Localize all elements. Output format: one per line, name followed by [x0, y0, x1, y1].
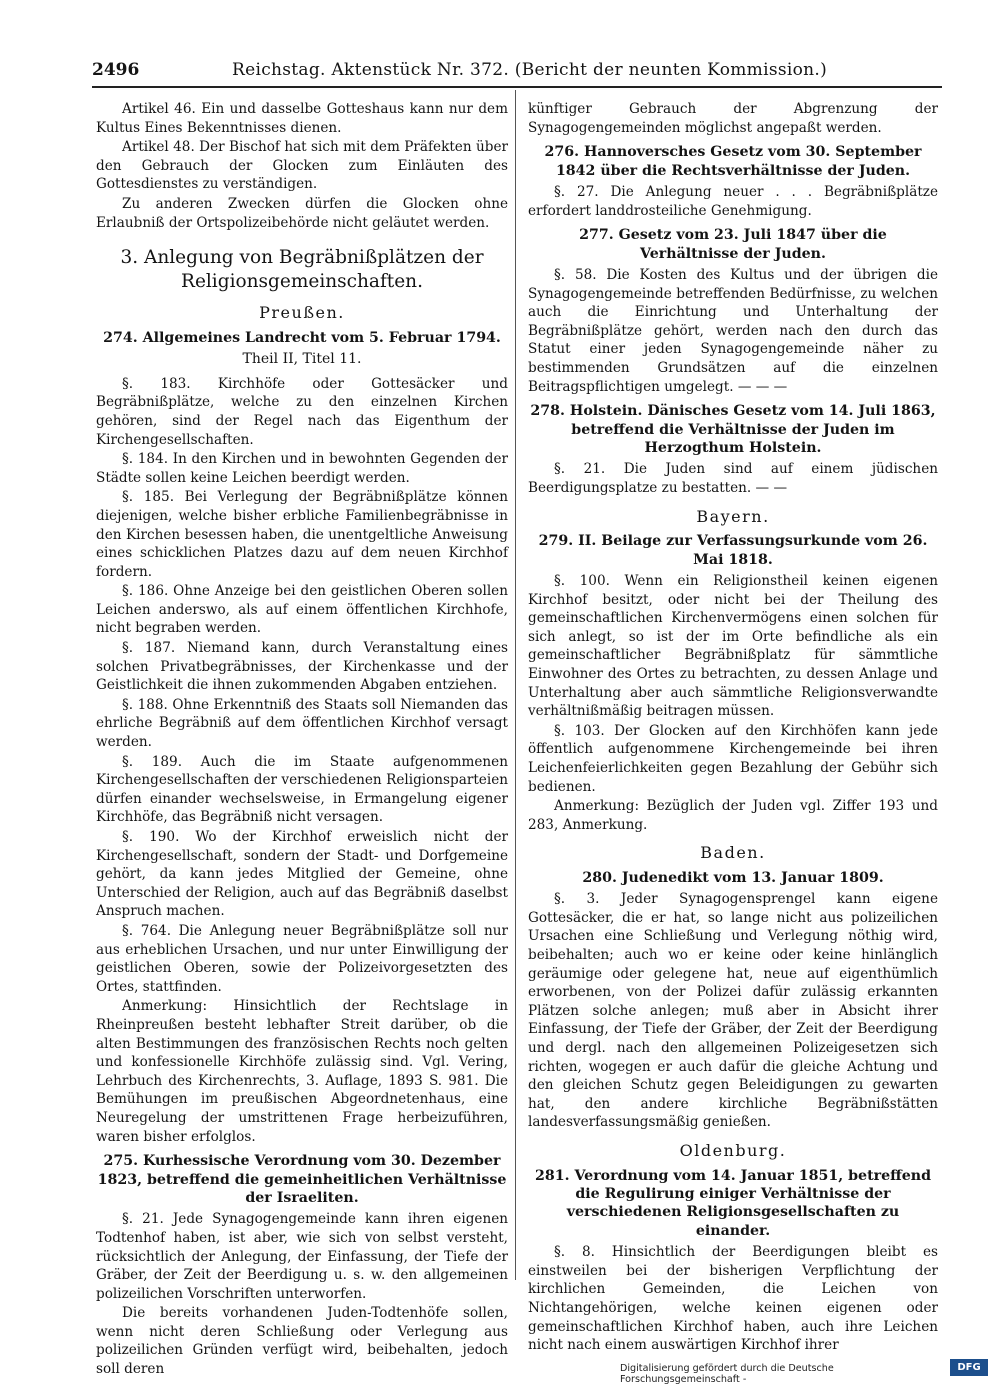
section-183: §. 183. Kirchhöfe oder Gottesäcker und Begräbnißplätze, welche zu den einzelnen Kirchen gehören, sind der Regel nach das Eigenthum der Kirchengesellschaften.: [96, 375, 508, 448]
section-187: §. 187. Niemand kann, durch Veranstaltung eines solchen Privatbegräbnisses, der Kirchenkasse und der Geistlichkeit die ihnen zukommenden Abgaben entziehen.: [96, 640, 508, 694]
paragraph: Zu anderen Zwecken dürfen die Glocken ohne Erlaubniß der Ortspolizeibehörde nicht geläutet werden.: [96, 195, 508, 231]
section-3: §. 3. Jeder Synagogensprengel kann eigene Gottesäcker, die er hat, so lange nicht aus polizeilichen Ursachen eine Schließung und Verlegung nöthig wird, beibehalten; auch wo er keine oder keine hinlänglich geräumige oder gelegene hat, neue auf eigenthümlich erworbenen, von der Polizei dafür zulässig erkannten Plätzen solche anlegen; muß aber in Absicht ihrer Einfassung, der Tiefe der Gräber, der Zeit der Beerdigung und dergl. nach den allgemeinen Polizeigesetzen sich richten, wogegen er auch dafür die gleiche Achtung und den gleichen Schutz gegen Beleidigungen zu gewarten hat, den andere kirchliche Begräbnißstätten landesverfassungsmäßig genießen.: [528, 891, 938, 1131]
law-heading-276: 276. Hannoversches Gesetz vom 30. September 1842 über die Rechtsverhältnisse der Juden.: [544, 144, 922, 179]
column-divider: [515, 90, 516, 1280]
section-58: §. 58. Die Kosten des Kultus und der übrigen die Synagogengemeinde betreffenden Bedürfnisse, zu welchen auch die Einrichtung und Unterhaltung der Begräbnißplätze gehört, werden nach den durch das Statut einer jeden Synagogengemeinde näher zu bestimmenden Grundsätzen auf die einzelnen Beitragspflichtigen umgelegt. — — —: [528, 267, 938, 395]
section-186: §. 186. Ohne Anzeige bei den geistlichen Oberen sollen Leichen anderswo, als auf einem öffentlichen Kirchhofe, nicht begraben werden.: [96, 583, 508, 637]
left-column: [96, 100, 508, 1380]
note-274: Anmerkung: Hinsichtlich der Rechtslage in Rheinpreußen besteht lebhafter Streit darüber, ob die alten Bestimmungen des französischen Rechts noch gelten und konfessionelle Kirchhöfe zulässig sind. Vgl. Vering, Lehrbuch des Kirchenrechts, 3. Auflage, 1893 S. 981. Die Bemühungen im preußischen Abgeordnetenhaus, eine Neuregelung der umstrittenen Frage herbeizuführen, waren bisher erfolglos.: [96, 998, 508, 1145]
section-764: §. 764. Die Anlegung neuer Begräbnißplätze soll nur aus erheblichen Ursachen, und nur unter Einwilligung der geistlichen Oberen, sowie der Polizeivorgesetzten des Ortes, stattfinden.: [96, 922, 508, 995]
section-8: §. 8. Hinsichtlich der Beerdigungen bleibt es einstweilen bei der bisherigen Verpflichtung der kirchlichen Gemeinden, die Leichen von Nichtangehörigen, welche keinen eigenen oder gemeinschaftlichen Kirchhof haben, auch ihre Leichen nicht nach einem auswärtigen Kirchhof ihrer: [528, 1244, 938, 1354]
section-188: §. 188. Ohne Erkenntniß des Staats soll Niemanden das ehrliche Begräbniß auf dem öffentlichen Kirchhof versagt werden.: [96, 696, 508, 751]
section-21-278: §. 21. Die Juden sind auf einem jüdischen Beerdigungsplatze zu bestatten. — —: [528, 461, 938, 496]
state-heading-prussia: Preußen.: [259, 303, 345, 323]
state-heading-bavaria: Bayern.: [696, 506, 770, 526]
section-27: §. 27. Die Anlegung neuer . . . Begräbnißplätze erfordert landdrosteiliche Genehmigung.: [528, 184, 938, 219]
header-rule: [92, 86, 942, 88]
section-100: §. 100. Wenn ein Religionstheil keinen eigenen Kirchhof besitzt, oder nicht bei der Theilung des gemeinschaftlichen Kirchenvermögens einen solchen für sich anlegt, so ist der im Orte befindliche als ein gemeinschaftlicher Begräbnißplatz für sämmtliche Einwohner des Ortes zu betrachten, zu dessen Anlage und Unterhaltung aber auch sämmtliche Religionsverwandte verhältnißmäßig beitragen müssen.: [528, 572, 938, 720]
section-21-275: §. 21. Jede Synagogengemeinde kann ihren eigenen Todtenhof haben, ist aber, wie sich von selbst versteht, rücksichtlich der Anlegung, der Einfassung, der Tiefe der Gräber, der Zeit der Beerdigung u. s. w. den allgemeinen polizeilichen Vorschriften unterworfen.: [96, 1211, 508, 1302]
law-heading-277: 277. Gesetz vom 23. Juli 1847 über die Verhältnisse der Juden.: [579, 227, 887, 262]
section-190: §. 190. Wo der Kirchhof erweislich nicht der Kirchengesellschaft, sondern der Stadt- und Dorfgemeine gehört, da kann jedes Mitglied der Gemeine, ohne Unterschied der Religion, auch auf das Begräbniß daselbst Anspruch machen.: [96, 829, 508, 920]
section-189: §. 189. Auch die im Staate aufgenommenen Kirchengesellschaften der verschiedenen Religionsparteien dürfen einander wechselsweise, in Ermangelung eigener Kirchhöfe, das Begräbniß nicht versagen.: [96, 753, 508, 826]
law-heading-279: 279. II. Beilage zur Verfassungsurkunde vom 26. Mai 1818.: [538, 533, 928, 568]
running-title: Reichstag. Aktenstück Nr. 372. (Bericht der neunten Kommission.): [232, 60, 828, 80]
section-185: §. 185. Bei Verlegung der Begräbnißplätze können diejenigen, welche bisher erbliche Familienbegräbnisse in den Kirchen besessen haben, die unentgeltliche Anweisung eines schicklichen Platzes dazu auf dem neuen Kirchhof fordern.: [96, 489, 508, 580]
paragraph-275b: Die bereits vorhandenen Juden-Todtenhöfe sollen, wenn nicht deren Schließung oder Verlegung aus polizeilichen Gründen verfügt wird, beibehalten, jedoch soll deren: [96, 1305, 508, 1378]
dfg-logo: DFG: [950, 1359, 988, 1376]
law-subheading-274: Theil II, Titel 11.: [242, 351, 362, 368]
law-heading-274: 274. Allgemeines Landrecht vom 5. Februar 1794.: [103, 329, 501, 346]
state-heading-baden: Baden.: [700, 843, 766, 863]
right-column: [528, 100, 938, 1356]
law-heading-280: 280. Judenedikt vom 13. Januar 1809.: [582, 869, 884, 886]
section-184: §. 184. In den Kirchen und in bewohnten Gegenden der Städte sollen keine Leichen beerdigt werden.: [96, 451, 508, 486]
page-header: [92, 58, 942, 86]
note-279: Anmerkung: Bezüglich der Juden vgl. Ziffer 193 und 283, Anmerkung.: [528, 798, 938, 833]
section-heading: 3. Anlegung von Begräbnißplätzen der Religionsgemeinschaften.: [120, 247, 484, 293]
page-number: 2496: [92, 60, 140, 80]
law-heading-281: 281. Verordnung vom 14. Januar 1851, betreffend die Regulirung einiger Verhältnisse der verschiedenen Religionsgesellschaften zu einander.: [534, 1167, 932, 1239]
article-48: Artikel 48. Der Bischof hat sich mit dem Präfekten über den Gebrauch der Glocken zum Einläuten des Gottesdienstes zu verständigen.: [96, 139, 508, 193]
section-103: §. 103. Der Glocken auf den Kirchhöfen kann jede öffentlich aufgenommene Kirchengemeinde bei ihren Leichenfeierlichkeiten gegen Bezahlung der Gebühr sich bedienen.: [528, 722, 938, 795]
state-heading-oldenburg: Oldenburg.: [679, 1141, 787, 1160]
law-heading-275: 275. Kurhessische Verordnung vom 30. Dezember 1823, betreffend die gemeinheitlichen Verhältnisse der Israeliten.: [97, 1153, 507, 1206]
paragraph-continued: künftiger Gebrauch der Abgrenzung der Synagogengemeinden möglichst angepaßt werden.: [528, 101, 938, 136]
article-46: Artikel 46. Ein und dasselbe Gotteshaus kann nur dem Kultus Eines Bekenntnisses dienen.: [96, 101, 508, 136]
digitization-credit: Digitalisierung gefördert durch die Deutsche Forschungsgemeinschaft -: [620, 1363, 834, 1385]
law-heading-278: 278. Holstein. Dänisches Gesetz vom 14. Juli 1863, betreffend die Verhältnisse der Juden im Herzogthum Holstein.: [530, 403, 936, 456]
